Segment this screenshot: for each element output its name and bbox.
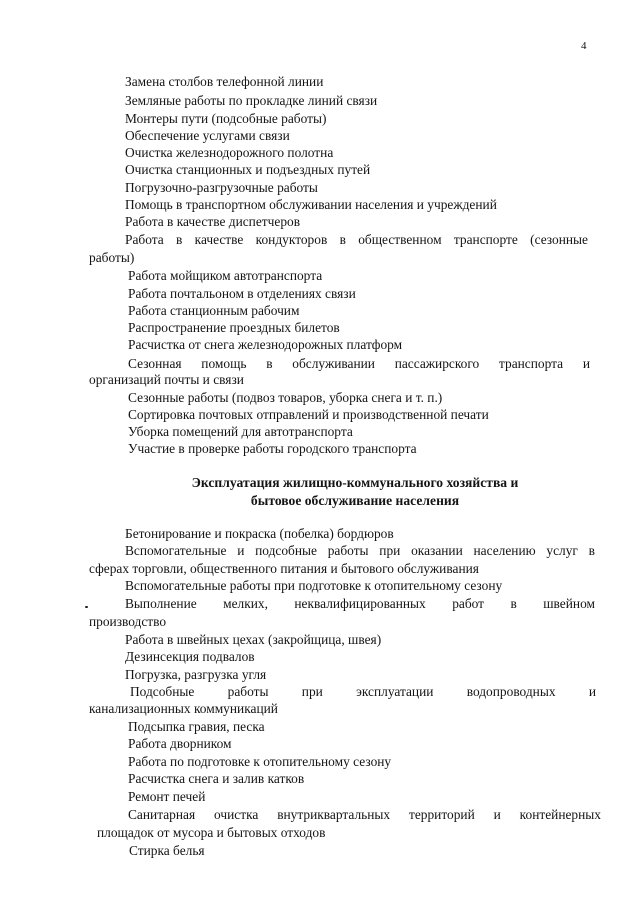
paragraph-conductors-line1 [125,232,588,248]
paragraph-sewing-line1 [125,596,595,612]
list-item: Работа в качестве диспетчеров [125,214,301,229]
paragraph-seasonal-help-line2: организаций почты и связи [89,372,244,387]
list-item: Бетонирование и покраска (побелка) бордюров [125,526,394,541]
paragraph-conductors-line2: работы) [89,250,135,265]
list-item: Работа станционным рабочим [128,303,300,318]
list-item: Замена столбов телефонной линии [125,74,324,89]
paragraph-aux-line2: сферах торговли, общественного питания и бытового обслуживания [89,561,479,576]
list-item: Вспомогательные работы при подготовке к отопительному сезону [125,578,503,593]
list-item: Работа мойщиком автотранспорта [128,268,323,283]
paragraph-seasonal-help-line1 [128,356,590,372]
text: Работа в качестве кондукторов в общественном транспорте (сезонные [125,232,588,247]
scan-speck [85,606,88,608]
list-item: Погрузка, разгрузка угля [125,667,267,682]
list-item: Очистка железнодорожного полотна [125,145,334,160]
list-item: Расчистка снега и залив катков [128,771,305,786]
section-heading-line2: бытовое обслуживание населения [250,493,460,508]
text: Подсобные работы при эксплуатации водопроводных и [130,684,596,699]
text: Санитарная очистка внутриквартальных территорий и контейнерных [128,807,601,822]
text: Выполнение мелких, неквалифицированных работ в швейном [125,596,595,611]
list-item: Сезонные работы (подвоз товаров, уборка снега и т. п.) [128,390,443,405]
list-item: Расчистка от снега железнодорожных платформ [128,337,403,352]
paragraph-water-line1 [130,684,596,700]
list-item: Работа по подготовке к отопительному сезону [128,754,392,769]
list-item: Очистка станционных и подъездных путей [125,162,371,177]
list-item: Подсыпка гравия, песка [128,719,265,734]
list-item: Стирка белья [129,843,205,858]
paragraph-aux-line1 [125,543,595,559]
paragraph-sewing-line2: производство [89,614,167,629]
text: Сезонная помощь в обслуживании пассажирского транспорта и [128,356,590,371]
list-item: Ремонт печей [128,789,206,804]
text: Вспомогательные и подсобные работы при оказании населению услуг в [125,543,595,558]
list-item: Уборка помещений для автотранспорта [128,424,353,439]
list-item: Монтеры пути (подсобные работы) [125,111,327,126]
list-item: Работа почтальоном в отделениях связи [128,286,356,301]
paragraph-sanitary-line2: площадок от мусора и бытовых отходов [97,825,326,840]
list-item: Помощь в транспортном обслуживании населения и учреждений [125,197,497,212]
page-number: 4 [581,40,587,52]
list-item: Погрузочно-разгрузочные работы [125,180,318,195]
section-heading-line1: Эксплуатация жилищно-коммунального хозяйства и [191,475,519,490]
list-item: Земляные работы по прокладке линий связи [125,93,378,108]
list-item: Распространение проездных билетов [128,320,340,335]
paragraph-sanitary-line1 [128,807,601,823]
list-item: Работа дворником [128,736,232,751]
list-item: Сортировка почтовых отправлений и производственной печати [128,407,489,422]
paragraph-water-line2: канализационных коммуникаций [89,701,278,716]
list-item: Обеспечение услугами связи [125,128,290,143]
list-item: Дезинсекция подвалов [125,649,255,664]
list-item: Работа в швейных цехах (закройщица, швея) [125,632,382,647]
list-item: Участие в проверке работы городского транспорта [128,441,417,456]
